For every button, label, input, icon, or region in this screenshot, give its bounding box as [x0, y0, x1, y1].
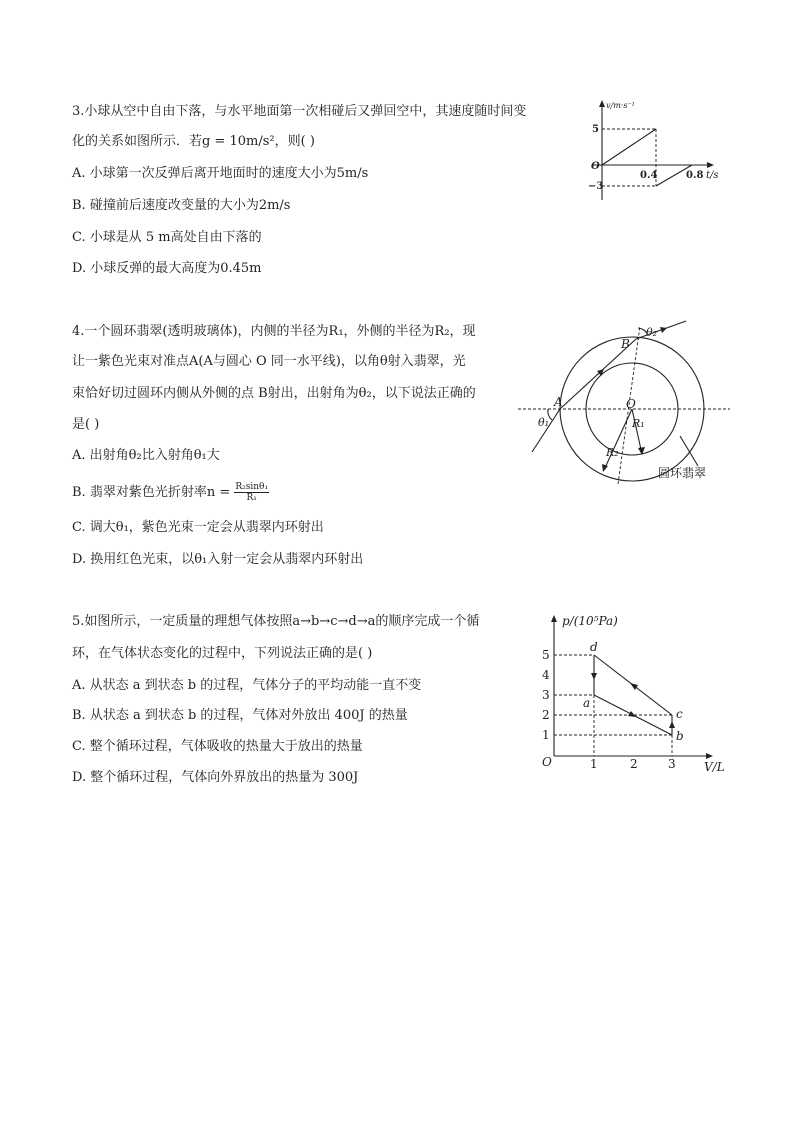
p-tick-4: 4	[542, 668, 550, 682]
v-axis-arrow	[706, 753, 713, 759]
caption-leader	[680, 436, 698, 466]
q3-stem-line2: 化的关系如图所示．若g = 10m/s²，则( )	[72, 134, 315, 149]
q5-stem-line1: 5.如图所示，一定质量的理想气体按照a→b→c→d→a的顺序完成一个循	[72, 614, 480, 629]
v-tick-1: 1	[590, 757, 598, 771]
q5-option-c: C. 整个循环过程，气体吸收的热量大于放出的热量	[72, 739, 363, 754]
label-B: B	[621, 337, 630, 351]
point-d-label: d	[590, 640, 598, 654]
p-tick-3: 3	[542, 688, 550, 702]
point-c-label: c	[676, 707, 683, 721]
p-axis-label: p/(10⁵Pa)	[562, 614, 618, 628]
ray-arrow-1	[597, 369, 604, 376]
x-tick-0.8: 0.8	[686, 170, 704, 181]
q5-stem-line2: 环，在气体状态变化的过程中，下列说法正确的是( )	[72, 646, 373, 661]
q4-option-b-fraction	[234, 482, 269, 503]
q3-option-c: C. 小球是从 5 m高处自由下落的	[72, 230, 262, 245]
q4-option-b-text: B. 翡翠对紫色光折射率n =	[72, 485, 235, 500]
arrow-d-a	[591, 673, 597, 680]
v-tick-3: 3	[668, 757, 676, 771]
q4-option-b	[72, 482, 269, 503]
p-axis-arrow	[551, 615, 557, 622]
q3-option-a: A. 小球第一次反弹后离开地面时的速度大小为5m/s	[72, 166, 369, 181]
point-a-label: a	[583, 696, 591, 710]
y-tick-neg3: −3	[588, 181, 604, 192]
q3-vt-graph	[582, 96, 732, 206]
arrow-c-d	[630, 683, 638, 690]
v-axis-label: V/L	[704, 760, 725, 774]
label-theta2: θ₂	[646, 326, 658, 339]
label-A: A	[554, 395, 563, 409]
label-theta1: θ₁	[538, 416, 550, 429]
label-R2: R₂	[606, 446, 619, 459]
x-axis-arrow	[707, 162, 714, 168]
q5-option-d: D. 整个循环过程，气体向外界放出的热量为 300J	[72, 770, 359, 785]
ray-arrow-2	[660, 327, 667, 333]
label-R1: R₁	[632, 417, 645, 430]
origin-label: O	[591, 161, 600, 172]
origin-label: O	[542, 755, 552, 769]
q4-option-c: C. 调大θ₁，紫色光束一定会从翡翠内环射出	[72, 520, 324, 535]
x-tick-0.4: 0.4	[640, 170, 658, 181]
q4-stem-line2: 让一紫色光束对准点A(A与圆心 O 同一水平线)，以角θ射入翡翠，光	[72, 354, 466, 369]
q4-option-a: A. 出射角θ₂比入射角θ₁大	[72, 448, 220, 463]
fraction-numerator: R₂sinθ₁	[235, 482, 269, 492]
y-tick-5: 5	[592, 124, 599, 135]
p-tick-5: 5	[542, 648, 550, 662]
ring-caption: 圆环翡翠	[658, 466, 707, 480]
fall-segment	[602, 129, 656, 165]
q5-option-b: B. 从状态 a 到状态 b 的过程，气体对外放出 400J 的热量	[72, 708, 408, 723]
x-axis-label: t/s	[706, 170, 719, 181]
q5-pv-diagram	[534, 610, 730, 780]
y-axis-label: v/m·s⁻¹	[606, 101, 635, 110]
p-tick-2: 2	[542, 708, 550, 722]
q3-option-b: B. 碰撞前后速度改变量的大小为2m/s	[72, 198, 291, 213]
v-tick-2: 2	[630, 757, 638, 771]
q4-option-d: D. 换用红色光束，以θ₁入射一定会从翡翠内环射出	[72, 552, 364, 567]
radius-R1	[632, 409, 642, 454]
q3-stem-line1: 3.小球从空中自由下落，与水平地面第一次相碰后又弹回空中，其速度随时间变	[72, 104, 527, 119]
q3-option-d: D. 小球反弹的最大高度为0.45m	[72, 261, 262, 276]
q4-stem-line4: 是( )	[72, 417, 100, 432]
point-b-label: b	[676, 729, 684, 743]
q5-option-a: A. 从状态 a 到状态 b 的过程，气体分子的平均动能一直不变	[72, 678, 422, 693]
p-tick-1: 1	[542, 728, 550, 742]
arrow-b-c	[669, 721, 675, 728]
q4-ring-diagram	[514, 318, 734, 488]
q4-stem-line3: 束恰好切过圆环内侧从外侧的点 B射出，出射角为θ₂，以下说法正确的	[72, 386, 476, 401]
fraction-denominator: R₁	[246, 493, 257, 503]
radius-R2	[604, 409, 632, 470]
arrow-a-b	[628, 711, 636, 717]
radius-R2-arrow	[602, 464, 608, 472]
q4-stem-line1: 4.一个圆环翡翠(透明玻璃体)，内侧的半径为R₁，外侧的半径为R₂，现	[72, 324, 476, 339]
label-O: O	[626, 397, 636, 411]
y-axis-arrow	[599, 100, 605, 107]
